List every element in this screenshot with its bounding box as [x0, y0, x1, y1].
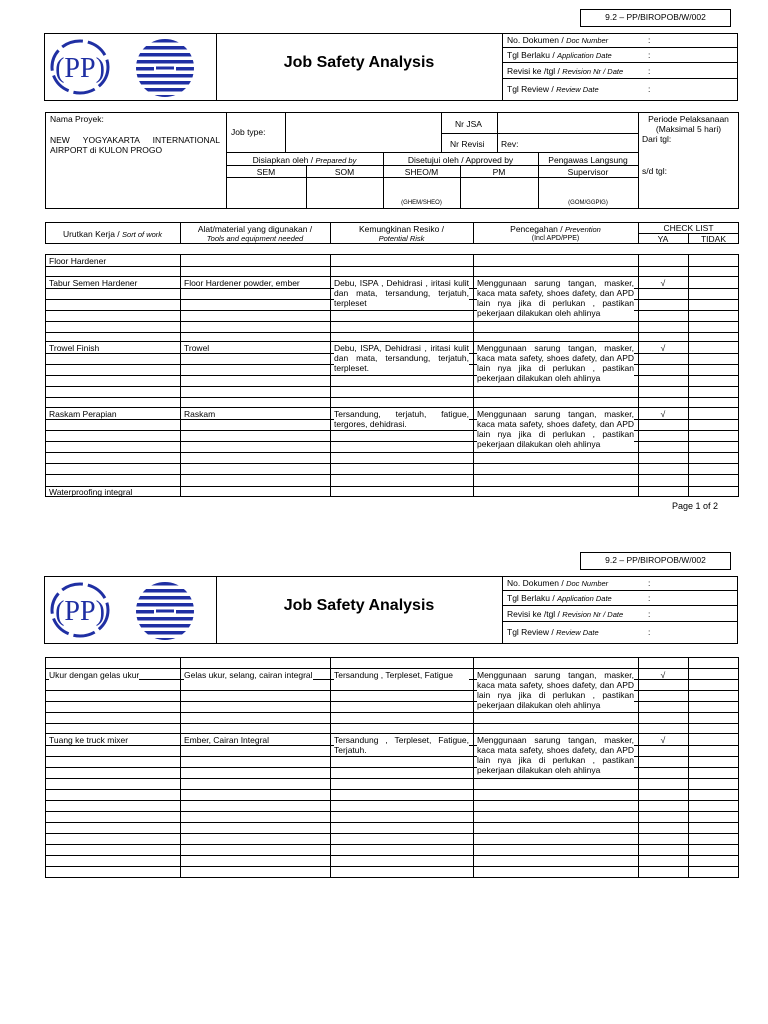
- svg-text:(PP): (PP): [55, 596, 105, 627]
- row-prevention: Menggunaan sarung tangan, masker, kaca mata safety, shoes dafety, dan APD lain nya jika di perlukan , pastikan pekerjaan dilakukan oleh ahlinya: [477, 670, 634, 710]
- row-check-ya: √: [660, 735, 666, 745]
- periode-max: (Maksimal 5 hari): [655, 124, 722, 134]
- row-tools: Floor Hardener powder, ember: [184, 278, 300, 288]
- row-check-ya: √: [660, 343, 666, 353]
- supervisor-note: (GOM/GGPIG): [568, 200, 608, 206]
- row-work: Tabur Semen Hardener: [49, 278, 138, 288]
- page-title: Job Safety Analysis: [283, 597, 435, 614]
- doc-number-field: No. Dokumen / Doc Number: [507, 35, 609, 45]
- role-sheo: SHEO/M: [404, 167, 439, 177]
- row-risk: Debu, ISPA, Dehidrasi , iritasi kulit dan mata, tersandung, terjatuh, terpleset.: [334, 343, 469, 373]
- review-date-field: Tgl Review / Review Date: [507, 84, 599, 94]
- row-risk: Tersandung , Terpleset, Fatigue: [334, 670, 469, 680]
- row-check-ya: √: [660, 670, 666, 680]
- row-risk: Tersandung, terjatuh, fatigue, tergores, dehidrasi.: [334, 409, 469, 429]
- revision-field: Revisi ke /tgl / Revision Nr / Date: [507, 66, 624, 76]
- row-risk: Debu, ISPA , Dehidrasi , iritasi kulit dan mata, tersandung, terjatuh, terpleset: [334, 278, 469, 308]
- approved-by-label: Disetujui oleh / Approved by: [407, 155, 514, 165]
- row-prevention: Menggunaan sarung tangan, masker, kaca mata safety, shoes dafety, dan APD lain nya jika di perlukan , pastikan pekerjaan dilakukan oleh ahlinya: [477, 343, 634, 383]
- revision-field: Revisi ke /tgl / Revision Nr / Date: [507, 609, 624, 619]
- row-check-ya: √: [660, 409, 666, 419]
- col-checklist: CHECK LIST: [663, 223, 714, 233]
- row-prevention: Menggunaan sarung tangan, masker, kaca mata safety, shoes dafety, dan APD lain nya jika di perlukan , pastikan pekerjaan dilakukan oleh ahlinya: [477, 409, 634, 449]
- col-ya: YA: [657, 234, 669, 244]
- application-date-field: Tgl Berlaku / Application Date: [507, 593, 612, 603]
- svg-text:(PP): (PP): [55, 53, 105, 84]
- col-tools: Alat/material yang digunakan /: [197, 224, 313, 234]
- col-prevention-sub: (Incl APD/PPE): [531, 235, 580, 242]
- doc-number-field: No. Dokumen / Doc Number: [507, 578, 609, 588]
- pp-logo: [48, 37, 112, 97]
- periode-label: Periode Pelaksanaan: [648, 114, 729, 124]
- nr-revisi-label: Nr Revisi: [450, 139, 485, 149]
- sheo-note: (GHEM/SHEO): [401, 200, 442, 206]
- pp-logo-icon: [48, 580, 112, 640]
- row-prevention: Menggunaan sarung tangan, masker, kaca mata safety, shoes dafety, dan APD lain nya jika di perlukan , pastikan pekerjaan dilakukan oleh ahlinya: [477, 735, 634, 775]
- table-row-work: Waterproofing integral: [49, 487, 133, 497]
- globe-logo: [134, 580, 196, 642]
- row-prevention: Menggunaan sarung tangan, masker, kaca mata safety, shoes dafety, dan APD lain nya jika di perlukan , pastikan pekerjaan dilakukan oleh ahlinya: [477, 278, 634, 318]
- col-risk: Kemungkinan Resiko /: [358, 224, 445, 234]
- application-date-field: Tgl Berlaku / Application Date: [507, 50, 612, 60]
- pp-logo-icon: [48, 37, 112, 97]
- role-supervisor: Supervisor: [567, 167, 609, 177]
- review-date-field: Tgl Review / Review Date: [507, 627, 599, 637]
- doc-ref: 9.2 – PP/BIROPOB/W/002: [605, 555, 706, 565]
- prepared-by-label: Disiapkan oleh / Prepared by: [252, 155, 357, 165]
- col-tools-en: Tools and equipment needed: [206, 234, 304, 243]
- doc-ref: 9.2 – PP/BIROPOB/W/002: [605, 12, 706, 22]
- sd-tgl-label: s/d tgl:: [642, 166, 668, 176]
- row-work: Raskam Perapian: [49, 409, 117, 419]
- supervisor-group-label: Pengawas Langsung: [548, 155, 628, 165]
- row-check-ya: √: [660, 278, 666, 288]
- col-work: Urutkan Kerja / Sort of work: [62, 229, 163, 239]
- project-name-value: NEW YOGYAKARTA INTERNATIONAL AIRPORT di KULON PROGO: [50, 135, 220, 155]
- role-som: SOM: [334, 167, 355, 177]
- project-name-label: Nama Proyek:: [50, 114, 104, 124]
- role-sem: SEM: [256, 167, 276, 177]
- job-type-label: Job type:: [231, 127, 266, 137]
- row-work: Ukur dengan gelas ukur: [49, 670, 140, 680]
- row-work: Trowel Finish: [49, 343, 100, 353]
- row-tools: Trowel: [184, 343, 210, 353]
- col-prevention: Pencegahan / Prevention: [510, 224, 601, 234]
- row-tools: Raskam: [184, 409, 216, 419]
- rev-label: Rev:: [501, 139, 519, 149]
- globe-stripes-icon: [134, 37, 196, 99]
- row-risk: Tersandung , Terpleset, Fatigue, Terjatuh.: [334, 735, 469, 755]
- col-risk-en: Potential Risk: [378, 234, 425, 243]
- role-pm: PM: [492, 167, 506, 177]
- dari-tgl-label: Dari tgl:: [642, 134, 672, 144]
- row-work: Tuang ke truck mixer: [49, 735, 129, 745]
- col-tidak: TIDAK: [700, 234, 727, 244]
- row-tools: Ember, Cairan Integral: [184, 735, 270, 745]
- row-tools: Gelas ukur, selang, cairan integral: [184, 670, 313, 680]
- table-row-work: Floor Hardener: [49, 256, 107, 266]
- globe-logo: [134, 37, 196, 99]
- pp-logo: [48, 580, 112, 640]
- nr-jsa-label: Nr JSA: [455, 119, 482, 129]
- page-title: Job Safety Analysis: [283, 54, 435, 71]
- page-number: Page 1 of 2: [672, 501, 719, 511]
- globe-stripes-icon: [134, 580, 196, 642]
